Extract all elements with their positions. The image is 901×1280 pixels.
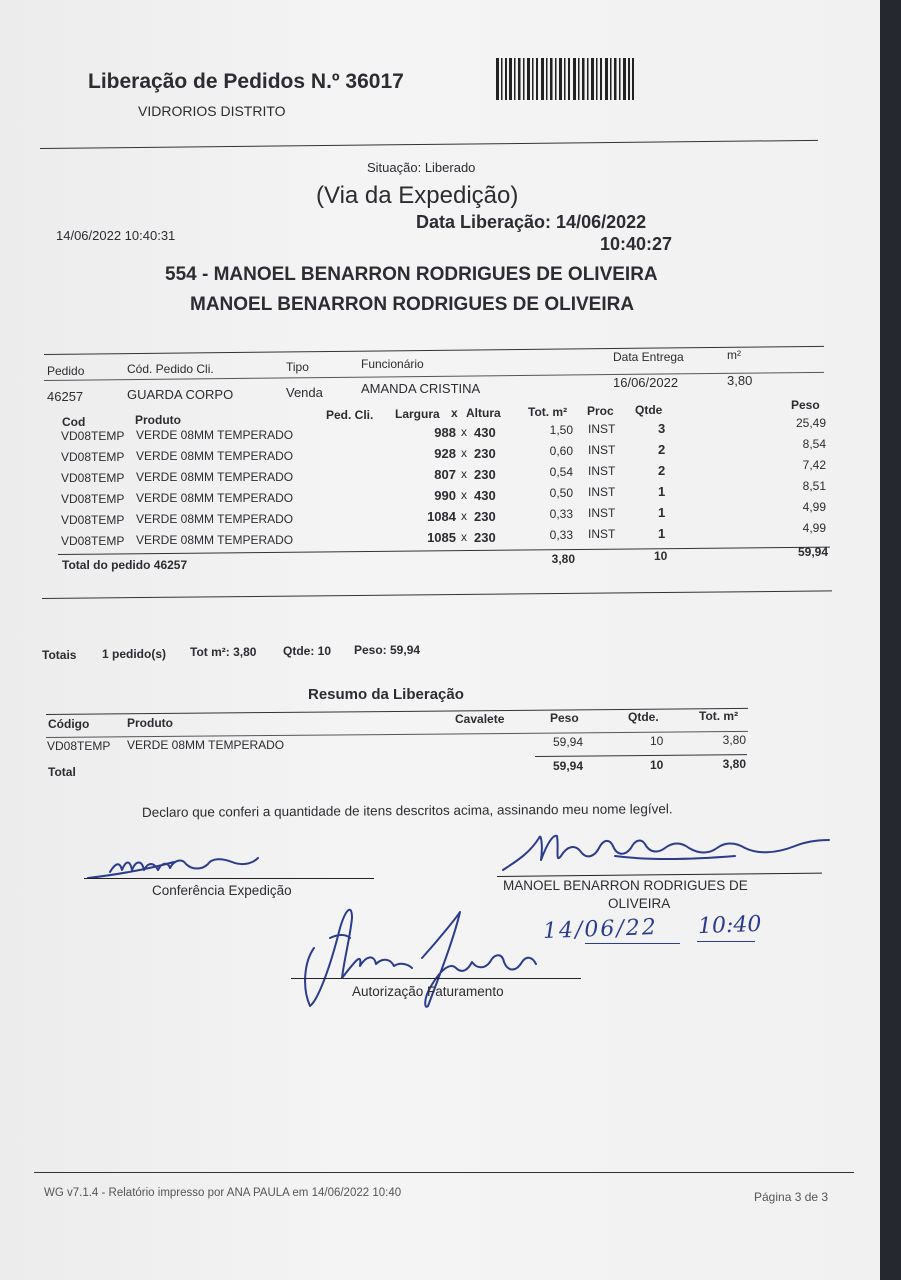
item-altura: 230 — [474, 530, 496, 545]
item-cod: VD08TEMP — [61, 513, 125, 527]
item-x: x — [461, 530, 467, 544]
summary-total-qtde: 10 — [650, 758, 664, 772]
barcode — [496, 58, 636, 102]
item-peso: 8,51 — [802, 479, 826, 493]
item-x: x — [461, 425, 467, 439]
item-x: x — [461, 446, 467, 460]
handwritten-date-underline — [585, 943, 680, 944]
item-altura: 430 — [474, 488, 496, 503]
item-produto: VERDE 08MM TEMPERADO — [136, 533, 294, 547]
item-largura: 990 — [434, 488, 456, 503]
item-x: x — [461, 488, 467, 502]
table-row — [0, 521, 880, 552]
situation-label: Situação: Liberado — [367, 160, 476, 175]
value-funcionario: AMANDA CRISTINA — [361, 381, 481, 396]
item-altura: 230 — [474, 509, 496, 524]
label-tipo: Tipo — [286, 360, 309, 374]
table-row — [0, 458, 880, 489]
item-largura: 988 — [434, 425, 456, 440]
item-peso: 8,54 — [802, 437, 826, 451]
col-cod: Cod — [62, 415, 86, 429]
label-pedido: Pedido — [47, 364, 85, 378]
item-largura: 928 — [434, 446, 456, 461]
item-cod: VD08TEMP — [61, 492, 125, 506]
client-name-line1: 554 - MANOEL BENARRON RODRIGUES DE OLIVEIRA — [165, 264, 658, 285]
item-qtde: 1 — [658, 484, 666, 499]
item-tot-m2: 0,54 — [549, 465, 573, 479]
col-peso: Peso — [791, 398, 820, 412]
item-cod: VD08TEMP — [61, 429, 125, 443]
order-bottom-rule — [42, 590, 832, 599]
item-peso: 4,99 — [802, 500, 826, 514]
order-total-peso: 59,94 — [797, 545, 828, 559]
item-tot-m2: 0,33 — [549, 507, 573, 521]
item-qtde: 1 — [658, 526, 666, 541]
table-row — [0, 733, 880, 758]
page-number: Página 3 de 3 — [754, 1190, 829, 1204]
header-divider — [40, 140, 818, 149]
order-total-m2: 3,80 — [551, 552, 575, 566]
handwritten-time-underline — [697, 941, 755, 942]
item-largura: 1084 — [427, 509, 456, 524]
summary-tot-m2: 3,80 — [722, 733, 746, 747]
handwritten-date: 14/06/22 — [542, 915, 659, 944]
item-produto: VERDE 08MM TEMPERADO — [136, 512, 294, 526]
item-x: x — [461, 467, 467, 481]
label-m2: m² — [727, 348, 741, 362]
item-qtde: 2 — [658, 442, 666, 457]
item-proc: INST — [588, 422, 616, 436]
summary-col-peso: Peso — [550, 711, 579, 725]
totals-peso: Peso: 59,94 — [354, 643, 421, 657]
summary-qtde: 10 — [650, 734, 664, 748]
col-proc: Proc — [587, 404, 614, 418]
conferencia-signature-line — [84, 878, 374, 879]
footer-printed-by: WG v7.1.4 - Relatório impresso por ANA PAULA em 14/06/2022 10:40 — [44, 1187, 402, 1199]
printed-timestamp: 14/06/2022 10:40:31 — [56, 228, 176, 243]
client-name-line2: MANOEL BENARRON RODRIGUES DE OLIVEIRA — [190, 294, 635, 315]
release-time: 10:40:27 — [600, 234, 673, 254]
summary-header-rule — [46, 731, 748, 738]
item-proc: INST — [588, 527, 616, 541]
label-data-entrega: Data Entrega — [613, 350, 684, 364]
summary-col-tot-m2: Tot. m² — [699, 709, 739, 723]
item-cod: VD08TEMP — [61, 471, 125, 485]
autorizacao-label: Autorização Faturamento — [352, 984, 504, 999]
value-m2: 3,80 — [727, 373, 753, 388]
totals-m2: Tot m²: 3,80 — [190, 645, 257, 659]
table-row — [0, 500, 880, 531]
footer-rule — [34, 1172, 854, 1173]
summary-title: Resumo da Liberação — [308, 686, 464, 703]
item-proc: INST — [588, 506, 616, 520]
handwritten-time: 10:40 — [697, 911, 762, 940]
col-tot-m2: Tot. m² — [528, 405, 568, 419]
item-qtde: 2 — [658, 463, 666, 478]
company-name: VIDRORIOS DISTRITO — [138, 103, 286, 119]
document-title: Liberação de Pedidos N.º 36017 — [88, 70, 404, 93]
item-altura: 430 — [474, 425, 496, 440]
summary-col-cavalete: Cavalete — [455, 712, 505, 726]
value-pedido: 46257 — [47, 389, 84, 404]
item-largura: 1085 — [427, 530, 456, 545]
item-peso: 25,49 — [795, 416, 826, 430]
summary-col-produto: Produto — [127, 716, 173, 730]
totals-label: Totais — [42, 648, 77, 662]
item-largura: 807 — [434, 467, 456, 482]
totals-pedidos: 1 pedido(s) — [102, 647, 167, 661]
summary-peso: 59,94 — [552, 735, 583, 749]
item-tot-m2: 0,60 — [549, 444, 573, 458]
item-produto: VERDE 08MM TEMPERADO — [136, 470, 294, 484]
item-x: x — [461, 509, 467, 523]
col-ped-cli: Ped. Cli. — [326, 408, 374, 422]
copy-label: (Via da Expedição) — [316, 182, 519, 209]
client-name-signature-line1: MANOEL BENARRON RODRIGUES DE — [503, 878, 748, 893]
item-proc: INST — [588, 485, 616, 499]
item-produto: VERDE 08MM TEMPERADO — [136, 428, 294, 442]
release-date: Data Liberação: 14/06/2022 — [416, 212, 647, 232]
item-produto: VERDE 08MM TEMPERADO — [136, 449, 294, 463]
item-altura: 230 — [474, 467, 496, 482]
item-cod: VD08TEMP — [61, 450, 125, 464]
item-tot-m2: 0,33 — [549, 528, 573, 542]
item-proc: INST — [588, 464, 616, 478]
item-proc: INST — [588, 443, 616, 457]
item-peso: 7,42 — [802, 458, 826, 472]
summary-col-qtde: Qtde. — [628, 710, 659, 724]
item-qtde: 1 — [658, 505, 666, 520]
summary-total-peso: 59,94 — [552, 759, 583, 773]
value-cod-pedido-cli: GUARDA CORPO — [127, 387, 234, 402]
value-data-entrega: 16/06/2022 — [613, 375, 679, 390]
item-produto: VERDE 08MM TEMPERADO — [136, 491, 294, 505]
order-top-rule — [44, 346, 824, 355]
col-qtde: Qtde — [635, 403, 663, 417]
label-cod-pedido-cli: Cód. Pedido Cli. — [127, 362, 214, 376]
summary-total-tot-m2: 3,80 — [722, 757, 746, 771]
item-cod: VD08TEMP — [61, 534, 125, 548]
item-tot-m2: 1,50 — [549, 423, 573, 437]
label-funcionario: Funcionário — [361, 357, 424, 371]
summary-total-label: Total — [48, 765, 76, 779]
item-qtde: 3 — [658, 421, 666, 436]
summary-col-codigo: Código — [48, 717, 90, 731]
conferencia-label: Conferência Expedição — [152, 883, 292, 898]
order-total-qtde: 10 — [654, 549, 668, 563]
item-peso: 4,99 — [802, 521, 826, 535]
table-row — [0, 437, 880, 468]
col-altura: Altura — [466, 406, 501, 420]
declaration-text: Declaro que conferi a quantidade de itens descritos acima, assinando meu nome legível. — [141, 801, 673, 820]
client-name-signature-line2: OLIVEIRA — [608, 896, 671, 911]
item-tot-m2: 0,50 — [549, 486, 573, 500]
col-produto: Produto — [135, 413, 181, 427]
totals-qtde: Qtde: 10 — [283, 644, 332, 658]
item-altura: 230 — [474, 446, 496, 461]
background-edge — [880, 0, 901, 1280]
summary-codigo: VD08TEMP — [47, 739, 111, 753]
summary-produto: VERDE 08MM TEMPERADO — [127, 738, 285, 752]
table-row — [0, 479, 880, 510]
autorizacao-signature-line — [291, 978, 581, 979]
col-largura: Largura — [395, 407, 440, 421]
value-tipo: Venda — [286, 385, 323, 400]
order-total-label: Total do pedido 46257 — [62, 558, 188, 572]
col-x: x — [451, 406, 458, 420]
